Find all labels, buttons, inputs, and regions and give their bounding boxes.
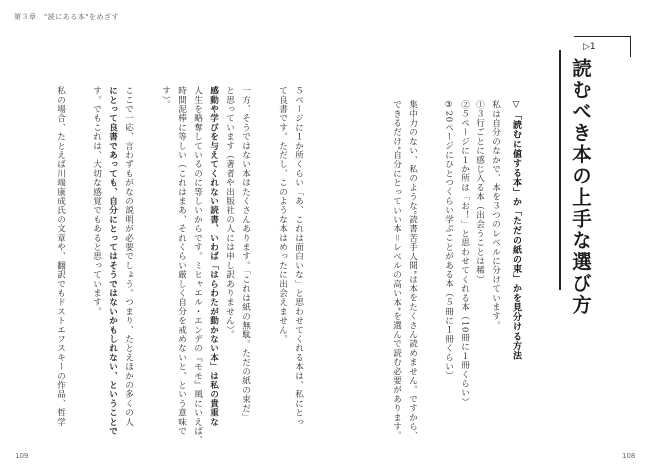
body-line-11: 感動や学びを与えてくれない読書、いわば「はらわたが動かない本」は私の貴重な bbox=[208, 86, 219, 427]
title-rule bbox=[559, 50, 561, 290]
body-line-5: 集中力のない、私のような"読書苦手人間"は本をたくさん読めません。ですから、 bbox=[407, 100, 418, 441]
body-line-9: 一方、そうではない本はたくさんあります。「これは紙の無駄。ただの紙の束だ」 bbox=[240, 86, 251, 423]
body-line-7: ５ページに１か所くらい「あ、これは面白いな」と思わせてくれる本は、私にとっ bbox=[293, 86, 304, 427]
body-line-16: にとって良書であっても、自分にとってはそうではないかもしれない、ということで bbox=[107, 86, 118, 436]
body-line-17: す。でもこれは、大切な感覚でもあると思っています。 bbox=[91, 86, 102, 316]
page-number-right: 108 bbox=[622, 452, 636, 460]
page-number-left: 109 bbox=[15, 452, 29, 460]
body-line-3: ②５ページに１か所は「お！」と思わせてくれる本（10冊に１冊くらい） bbox=[459, 100, 470, 407]
body-line-14: す）。 bbox=[160, 86, 171, 110]
body-line-6: できるだけ"自分にとっていい本＝レベルの高い本"を選んで読む必要があります。 bbox=[391, 100, 402, 441]
body-line-18: 私の場合、たとえば川端康成氏の文章や、翻訳でもドストエフスキーの作品、哲学 bbox=[55, 86, 66, 427]
body-line-13: 時間泥棒に等しい（これはまあ、それくらい厳しく自分を戒めないと、という意味で bbox=[176, 86, 187, 436]
body-line-4: ③20ページにひとつくらい学ぶことがある本（５冊に１冊くらい） bbox=[443, 100, 454, 381]
body-line-1: 私は自分のなかで、本を３つのレベルに分けています。 bbox=[490, 100, 501, 330]
section-title: 読むべき本の上手な選び方 bbox=[569, 58, 592, 316]
body-line-8: て良書です。ただし、このような本はめったに出会えません。 bbox=[277, 86, 288, 344]
running-head: 第３章 "読にある本"をめざす bbox=[14, 13, 119, 21]
body-line-12: 人生を略奪しているのに等しいからです。ミヒャエル・エンデの『モモ』風にいえば、 bbox=[192, 86, 203, 445]
body-line-2: ①３行ごとに感じ入る本（出会うことは稀） bbox=[474, 100, 485, 284]
body-line-10: と思っています（著者や出版社の人には申し訳ありません）。 bbox=[224, 86, 235, 340]
body-line-15: ここで一応、言わずもがなの説明が必要でしょう。つまり、たとえほかの多くの人 bbox=[123, 86, 134, 427]
section-number: ▷1 bbox=[583, 42, 596, 52]
subheading: ▽「読むに値する本」か「ただの紙の束」かを見分ける方法 bbox=[511, 100, 521, 361]
